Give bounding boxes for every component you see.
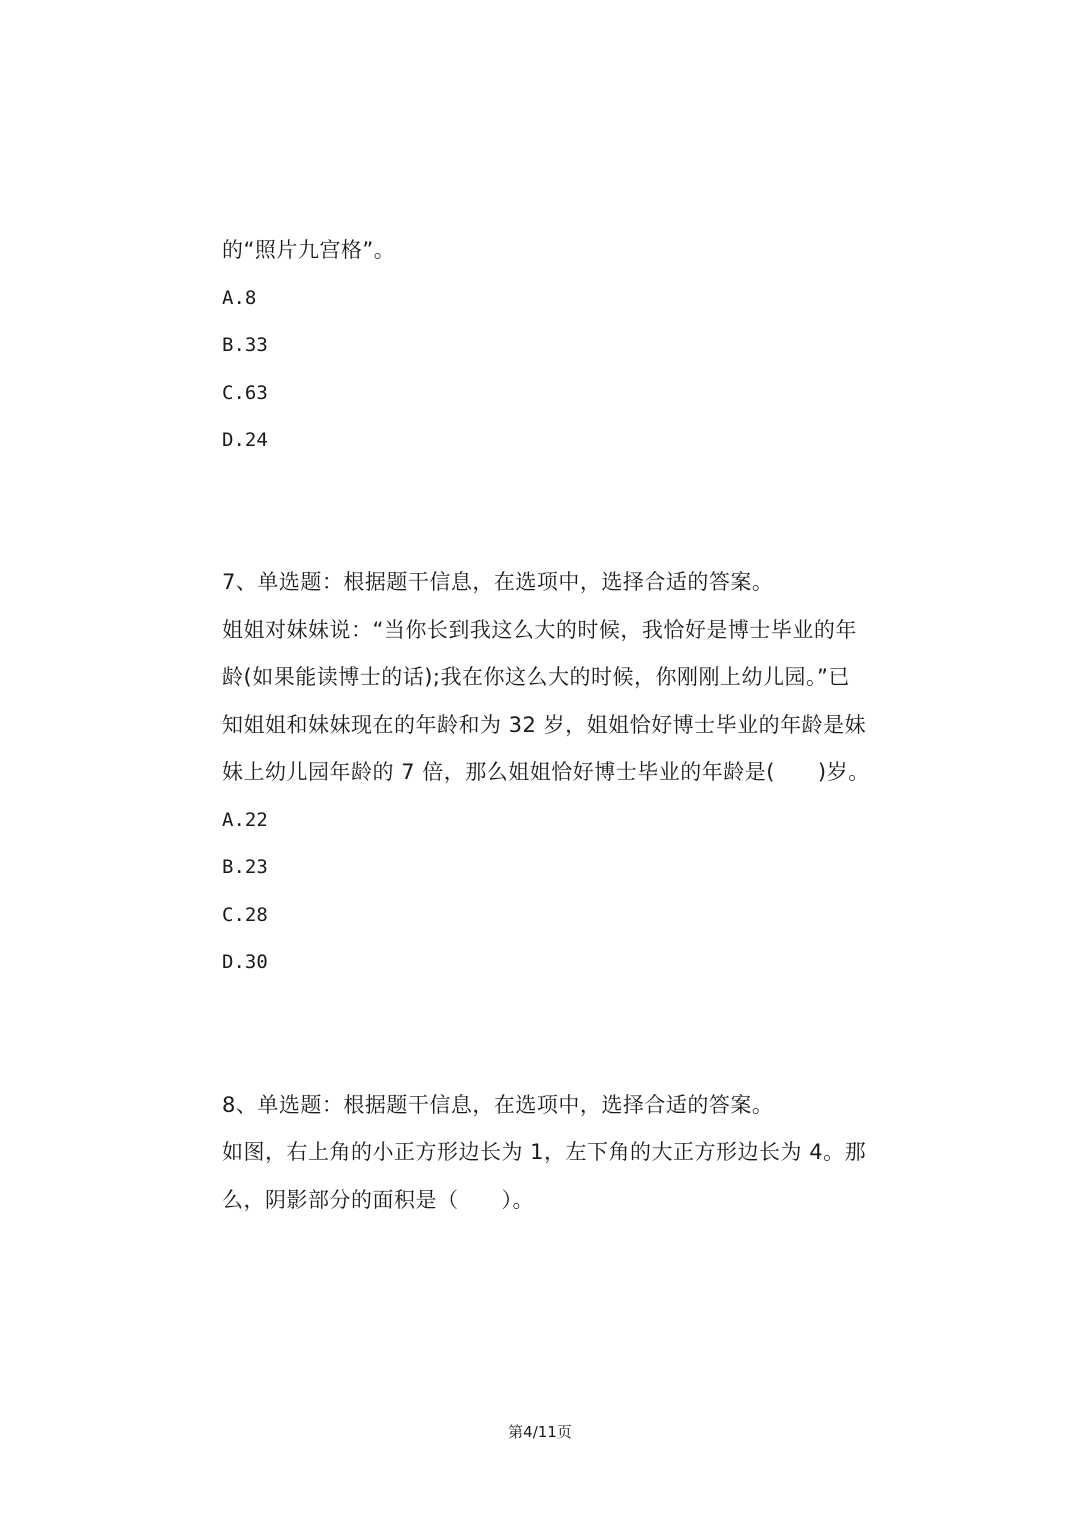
q7-body-line-2: 龄(如果能读博士的话);我在你这么大的时候，你刚刚上幼儿园。”已 <box>222 665 850 689</box>
q7-body-line-4: 妹上幼儿园年龄的 7 倍，那么姐姐恰好博士毕业的年龄是( )岁。 <box>222 760 870 784</box>
page-number: 第4/11页 <box>508 1423 572 1441</box>
q8-body-line-2: 么，阴影部分的面积是（ ）。 <box>222 1188 534 1212</box>
q7-option-c: C.28 <box>222 904 268 926</box>
prev-option-d: D.24 <box>222 429 268 451</box>
q7-option-a: A.22 <box>222 809 268 831</box>
q7-body-line-1: 姐姐对妹妹说：“当你长到我这么大的时候，我恰好是博士毕业的年 <box>222 618 857 642</box>
q7-header: 7、单选题：根据题干信息，在选项中，选择合适的答案。 <box>222 570 774 594</box>
q8-body-line-1: 如图，右上角的小正方形边长为 1，左下角的大正方形边长为 4。那 <box>222 1140 867 1164</box>
q7-option-b: B.23 <box>222 856 268 878</box>
prev-question-tail: 的“照片九宫格”。 <box>222 238 396 262</box>
q7-body-line-3: 知姐姐和妹妹现在的年龄和为 32 岁，姐姐恰好博士毕业的年龄是妹 <box>222 713 867 737</box>
q8-header: 8、单选题：根据题干信息，在选项中，选择合适的答案。 <box>222 1093 774 1117</box>
prev-option-c: C.63 <box>222 382 268 404</box>
prev-option-b: B.33 <box>222 334 268 356</box>
prev-option-a: A.8 <box>222 287 257 309</box>
q7-option-d: D.30 <box>222 951 268 973</box>
